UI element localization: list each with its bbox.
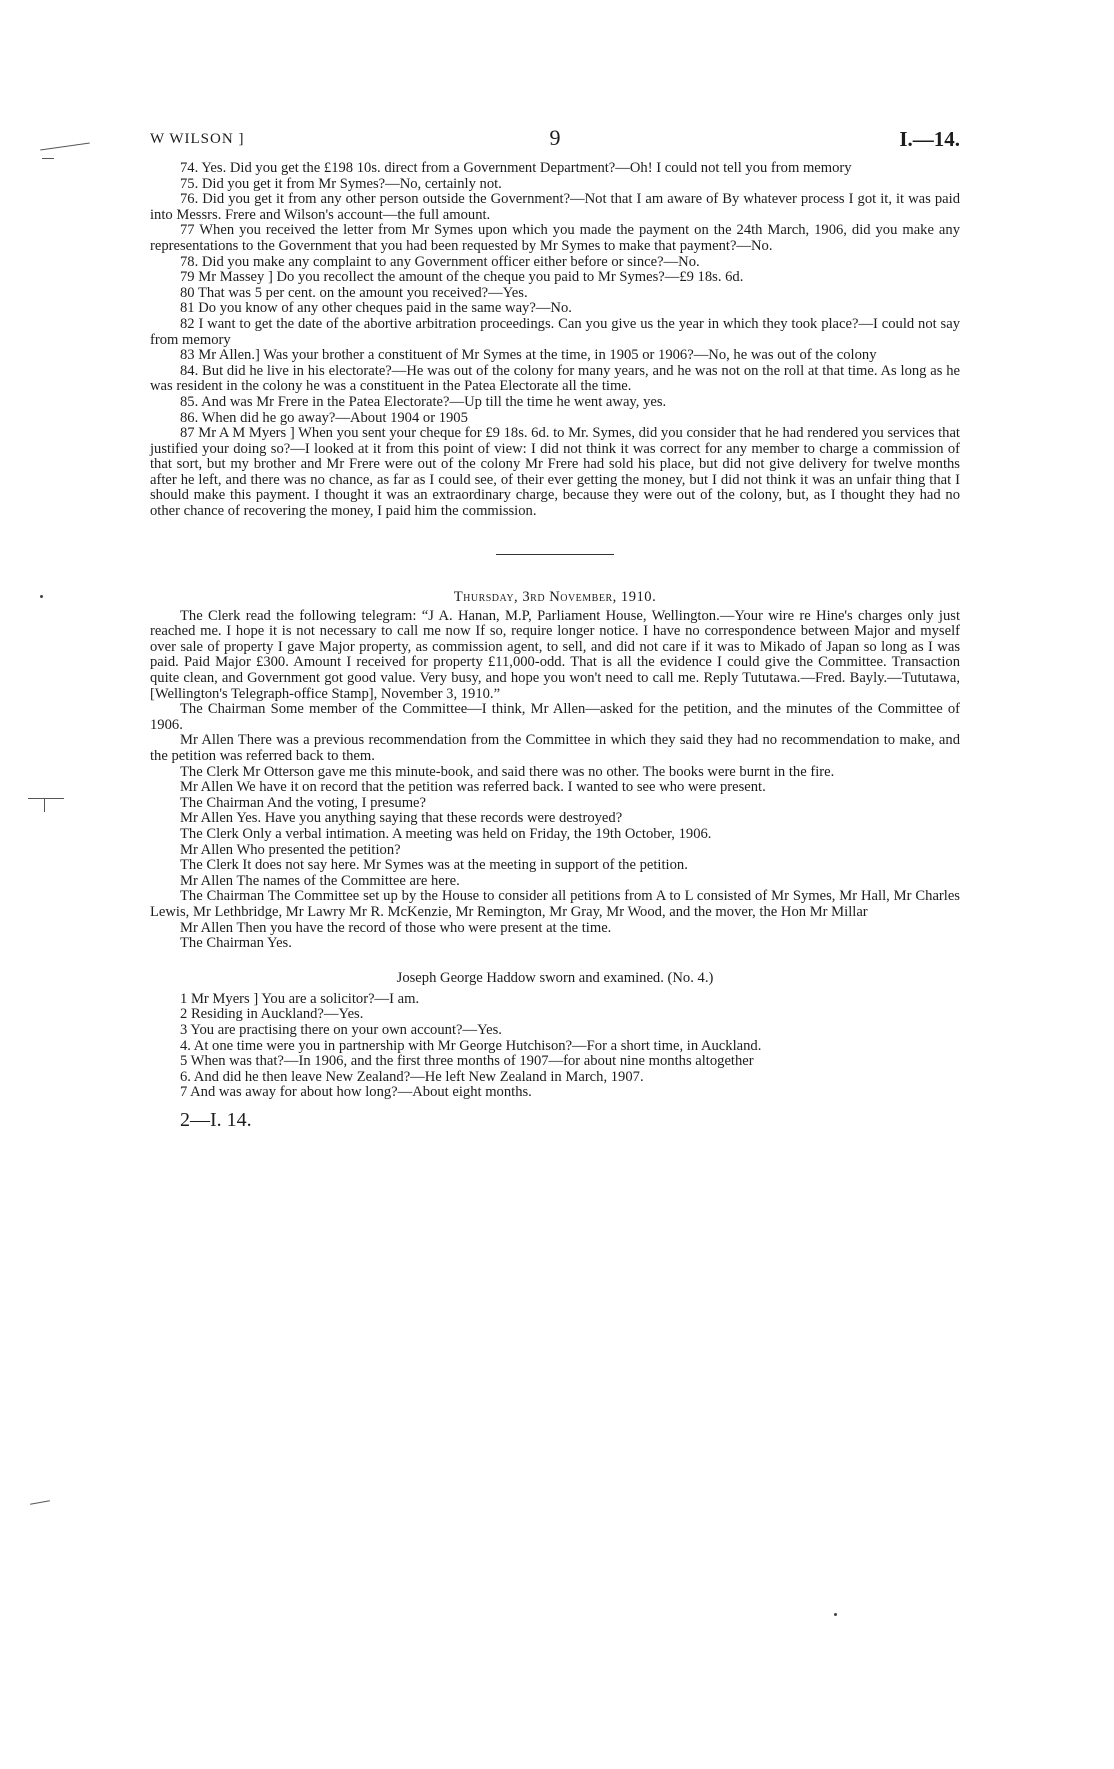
evidence-section-3	[150, 992, 960, 1101]
question-78: 78. Did you make any complaint to any Government officer either before or since?—No.	[180, 253, 700, 270]
evidence-section-2	[150, 609, 960, 952]
question-87: 87 Mr A M Myers ] When you sent your cheque for £9 18s. 6d. to Mr. Symes, did you consider that he had rendered you services that justified your doing so?—I looked at it from this point of view: I did not think it was correct for any member to charge a commission of that sort, but my brother and Mr Frere were out of the colony Mr Frere had sold his place, but did not give delivery for twelve months after he left, and there was no chance, as far as I could see, of their ever getting the money, but I did not think it was an unfair thing that I should make this payment. I thought it was an extraordinary charge, because they were out of the colony, but, as I thought they had no other chance of recovering the money, I paid him the commission.	[150, 425, 960, 520]
question-4: 4. At one time were you in partnership with Mr George Hutchison?—For a short time, in Auckland.	[180, 1037, 762, 1054]
dialogue-line: The Clerk Mr Otterson gave me this minute-book, and said there was no other. The books were burnt in the fire.	[180, 763, 835, 780]
question-81: 81 Do you know of any other cheques paid in the same way?—No.	[180, 300, 572, 317]
dialogue-line: Mr Allen We have it on record that the petition was referred back. I wanted to see who were present.	[180, 779, 766, 796]
question-1: 1 Mr Myers ] You are a solicitor?—I am.	[180, 990, 420, 1007]
date-heading: Thursday, 3rd November, 1910.	[453, 588, 657, 605]
dialogue-line: Mr Allen There was a previous recommendation from the Committee in which they said they had no recommendation to make, and the petition was referred back to them.	[150, 732, 960, 764]
margin-mark	[28, 798, 64, 799]
question-77: 77 When you received the letter from Mr Symes upon which you made the payment on the 24th March, 1906, did you make any representations to the Government that you had been requested by Mr Symes to make that payment?—No.	[150, 222, 960, 254]
dialogue-line: The Clerk It does not say here. Mr Symes was at the meeting in support of the petition.	[180, 857, 688, 874]
page-header	[150, 125, 960, 161]
question-80: 80 That was 5 per cent. on the amount you received?—Yes.	[180, 284, 528, 301]
dialogue-line: The Chairman The Committee set up by the House to consider all petitions from A to L consisted of Mr Symes, Mr Hall, Mr Charles Lewis, Mr Lethbridge, Mr Lawry Mr R. McKenzie, Mr Remington, Mr Gray, Mr Wood, and the mover, the Hon Mr Millar	[150, 888, 960, 920]
paper-reference: I.—14.	[899, 127, 960, 151]
question-86: 86. When did he go away?—About 1904 or 1905	[180, 409, 468, 426]
question-76: 76. Did you get it from any other person outside the Government?—Not that I am aware of By whatever process I got it, it was paid into Messrs. Frere and Wilson's account—the full amount.	[150, 191, 960, 223]
evidence-section-1	[150, 161, 960, 520]
question-79: 79 Mr Massey ] Do you recollect the amount of the cheque you paid to Mr Symes?—£9 18s. 6d.	[180, 269, 744, 286]
question-74: 74. Yes. Did you get the £198 10s. direct from a Government Department?—Oh! I could not tell you from memory	[180, 160, 852, 176]
question-85: 85. And was Mr Frere in the Patea Electorate?—Up till the time he went away, yes.	[180, 393, 667, 410]
question-2: 2 Residing in Auckland?—Yes.	[180, 1006, 364, 1023]
margin-mark	[30, 1500, 50, 1504]
header-witness: W WILSON ]	[150, 131, 245, 147]
question-84: 84. But did he live in his electorate?—He was out of the colony for many years, and he was not on the roll at that time. As long as he was resident in the colony he was a constituent in the Patea Electorate all the time.	[150, 362, 960, 395]
dialogue-line: Mr Allen Then you have the record of those who were present at the time.	[180, 919, 612, 936]
question-82: 82 I want to get the date of the abortive arbitration proceedings. Can you give us the year in which they took place?—I could not say from memory	[150, 315, 960, 348]
margin-mark	[44, 798, 45, 812]
dialogue-line: The Chairman And the voting, I presume?	[180, 794, 427, 811]
question-75: 75. Did you get it from Mr Symes?—No, certainly not.	[180, 175, 502, 192]
clerk-telegram: The Clerk read the following telegram: “J A. Hanan, M.P, Parliament House, Wellington.—Your wire re Hine's charges only just reached me. I hope it is not necessary to call me now If so, require longer notice. I have no correspondence between Major and myself over sale of property I gave Major property, as commission agent, to sell, and did not care if it was to Mikado of Japan so long as I was paid. Paid Major £300. Amount I received for property £11,000-odd. That is all the evidence I could give the Committee. Transaction quite clean, and Government got good value. Very busy, and hope you won't need to call me. Reply Tututawa.—Fred. Bayly.—Tututawa, [Wellington's Telegraph-office Stamp], November 3, 1910.”	[150, 607, 960, 702]
document-page	[150, 125, 960, 1132]
page-number: 9	[549, 125, 561, 150]
question-3: 3 You are practising there on your own account?—Yes.	[180, 1021, 502, 1038]
question-83: 83 Mr Allen.] Was your brother a constituent of Mr Symes at the time, in 1905 or 1906?—No, he was out of the colony	[180, 347, 877, 364]
question-7: 7 And was away for about how long?—About eight months.	[180, 1084, 532, 1101]
dialogue-line: Mr Allen The names of the Committee are here.	[180, 872, 460, 889]
section-divider	[496, 554, 614, 555]
margin-mark	[40, 143, 90, 151]
dialogue-line: The Chairman Yes.	[180, 935, 292, 952]
margin-dot	[40, 595, 43, 598]
signature-mark: 2—I. 14.	[180, 1108, 252, 1131]
question-6: 6. And did he then leave New Zealand?—He left New Zealand in March, 1907.	[180, 1068, 644, 1085]
dialogue-line: Mr Allen Yes. Have you anything saying that these records were destroyed?	[180, 810, 623, 827]
dialogue-line: Mr Allen Who presented the petition?	[180, 841, 401, 858]
dialogue-line: The Clerk Only a verbal intimation. A meeting was held on Friday, the 19th October, 1906.	[180, 825, 712, 842]
dialogue-line: The Chairman Some member of the Committee—I think, Mr Allen—asked for the petition, and the minutes of the Committee of 1906.	[150, 701, 960, 733]
witness-heading: Joseph George Haddow sworn and examined. (No. 4.)	[396, 969, 714, 986]
margin-dot	[834, 1613, 837, 1616]
question-5: 5 When was that?—In 1906, and the first three months of 1907—for about nine months altogether	[180, 1053, 754, 1070]
margin-mark	[42, 158, 54, 159]
